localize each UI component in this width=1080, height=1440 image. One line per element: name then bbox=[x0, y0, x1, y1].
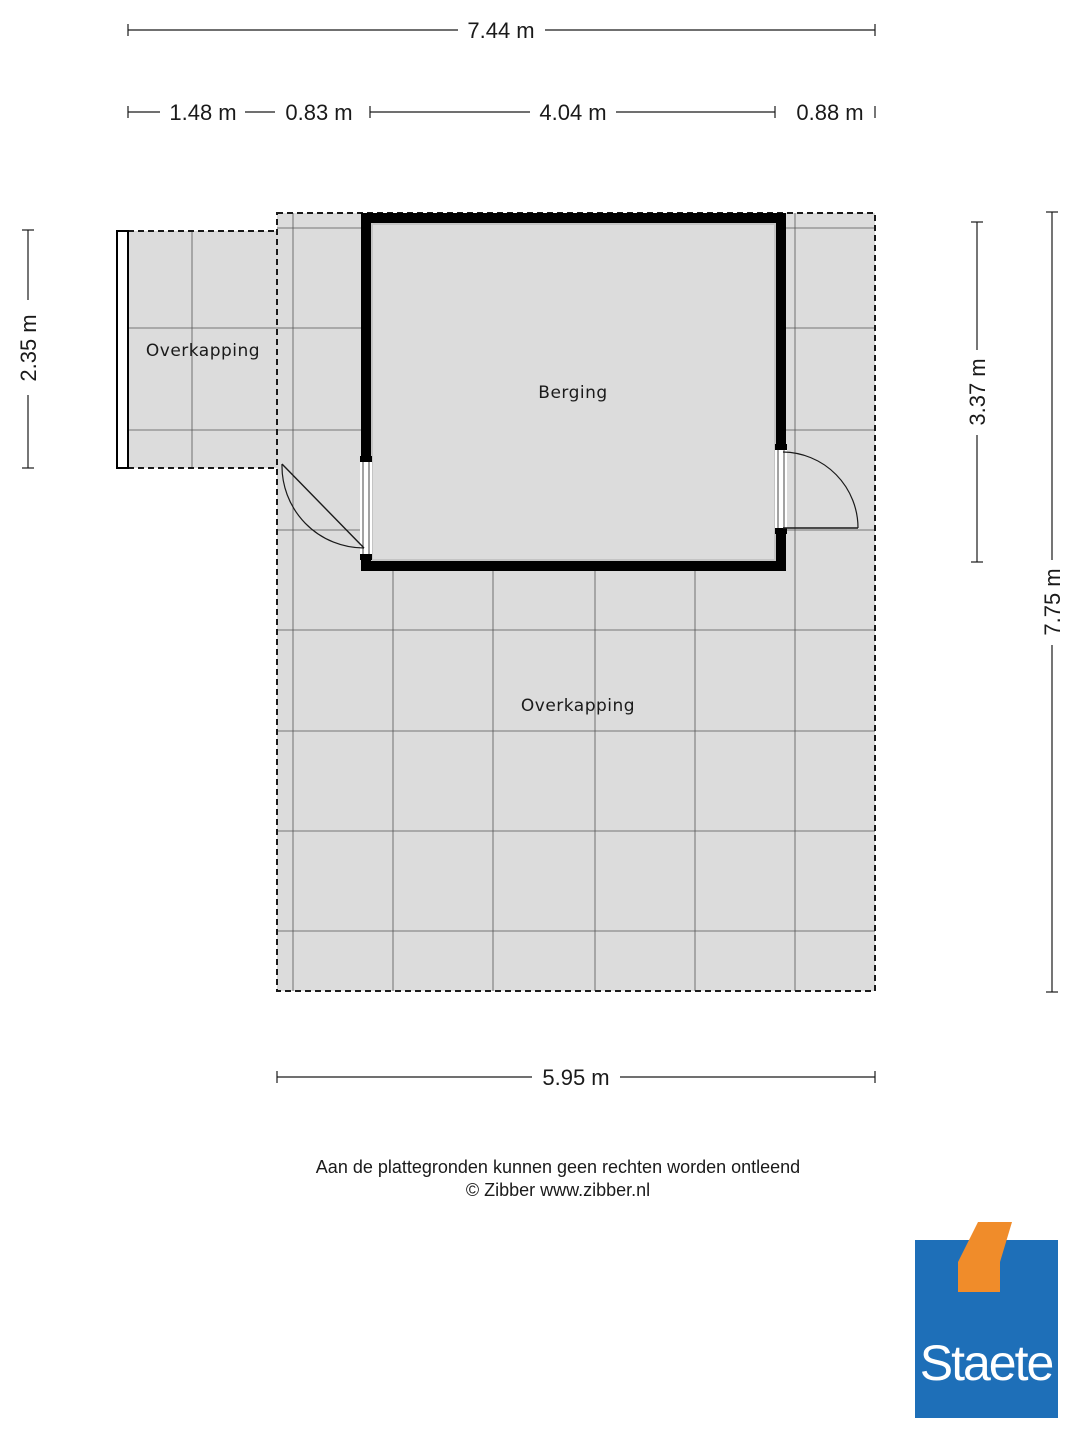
staete-logo bbox=[915, 1222, 1058, 1418]
dim-segment-4: 0.88 m bbox=[796, 100, 864, 125]
dim-bottom-width: 5.95 m bbox=[542, 1065, 610, 1090]
dim-segment-3: 4.04 m bbox=[539, 100, 607, 125]
dim-right-total-height: 7.75 m bbox=[1040, 568, 1065, 636]
room-label-berging: Berging bbox=[538, 383, 608, 403]
left-wall-post bbox=[117, 231, 128, 468]
dim-left-height: 2.35 m bbox=[16, 314, 41, 382]
logo-text: Staete bbox=[919, 1335, 1053, 1391]
footer-disclaimer: Aan de plattegronden kunnen geen rechten worden ontleend bbox=[315, 1157, 801, 1177]
dim-total-width: 7.44 m bbox=[467, 18, 535, 43]
room-label-overkapping-large: Overkapping bbox=[520, 696, 636, 716]
dim-segment-1: 1.48 m bbox=[169, 100, 237, 125]
dim-right-inner-height: 3.37 m bbox=[965, 358, 990, 426]
footer-copyright: © Zibber www.zibber.nl bbox=[465, 1180, 651, 1200]
room-label-overkapping-small: Overkapping bbox=[145, 341, 261, 361]
dim-segment-2: 0.83 m bbox=[285, 100, 353, 125]
